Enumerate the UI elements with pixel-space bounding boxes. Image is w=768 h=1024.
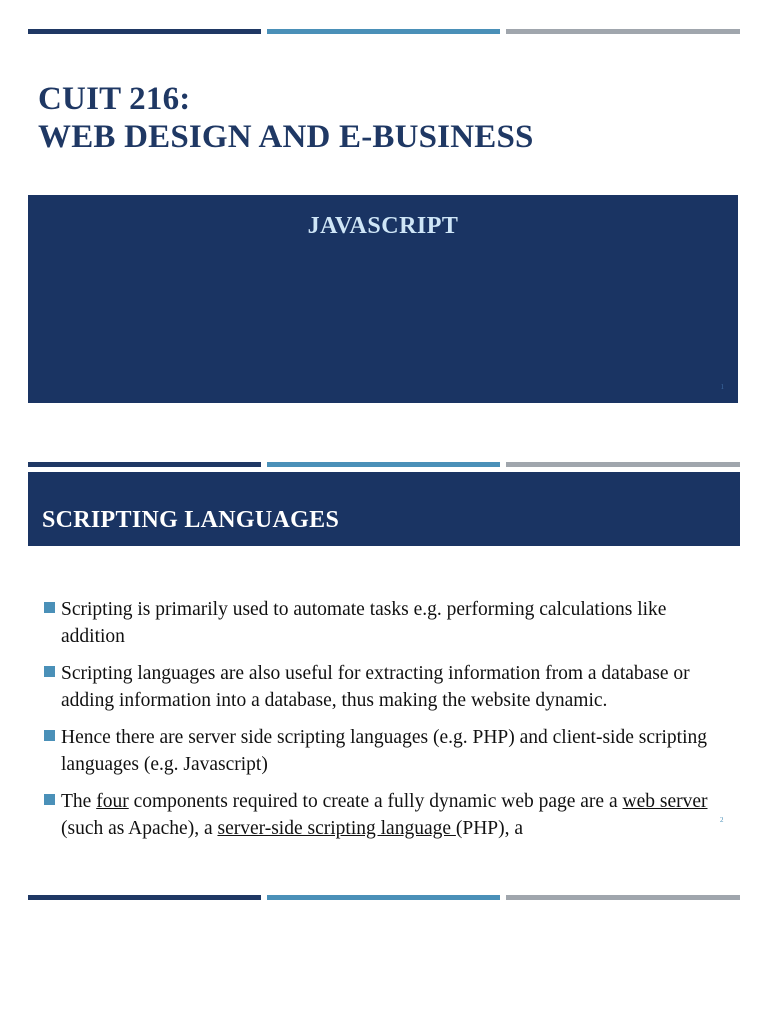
section-banner [28,472,740,546]
bullet-text-part: (such as Apache), a [61,817,218,839]
section-title: SCRIPTING LANGUAGES [42,507,340,533]
underlined-term: four [96,791,129,812]
bullet-text-part: (PHP), a [455,817,524,839]
accent-stripe-gray [506,29,740,34]
bullet-text-part: components required to create a fully dynamic web page are a [128,791,623,812]
square-bullet-icon [44,794,55,805]
bullet-list [44,597,724,853]
slide-number: 1 [720,383,724,391]
list-item [44,661,724,714]
subtitle-panel [28,195,738,403]
accent-stripe-blue [267,895,500,900]
list-item [44,725,724,778]
accent-stripe-blue [267,29,500,34]
slide-number: 2 [720,816,724,824]
accent-stripe-navy [28,462,261,467]
accent-stripe-gray [506,895,740,900]
bullet-text-part: The [61,791,97,812]
bullet-text: Hence there are server side scripting languages (e.g. PHP) and client-side scripting languages (e.g. Javascript) [61,727,707,775]
bullet-text: Scripting languages are also useful for extracting information from a database or adding information into a database, thus making the website dynamic. [61,663,690,711]
title-line-1: CUIT 216: [38,81,191,117]
list-item [44,597,724,650]
underlined-term: web server [622,791,708,812]
underlined-term: server-side scripting language [217,817,456,839]
accent-stripe-navy [28,29,261,34]
slide-subtitle: JAVASCRIPT [307,213,459,239]
square-bullet-icon [44,730,55,741]
list-item [44,789,724,842]
slide-title [38,80,534,156]
bullet-text: Scripting is primarily used to automate tasks e.g. performing calculations like addition [61,599,667,647]
accent-stripe-blue [267,462,500,467]
accent-stripe-gray [506,462,740,467]
title-line-2: WEB DESIGN AND E-BUSINESS [38,119,534,155]
square-bullet-icon [44,602,55,613]
square-bullet-icon [44,666,55,677]
accent-stripe-navy [28,895,261,900]
